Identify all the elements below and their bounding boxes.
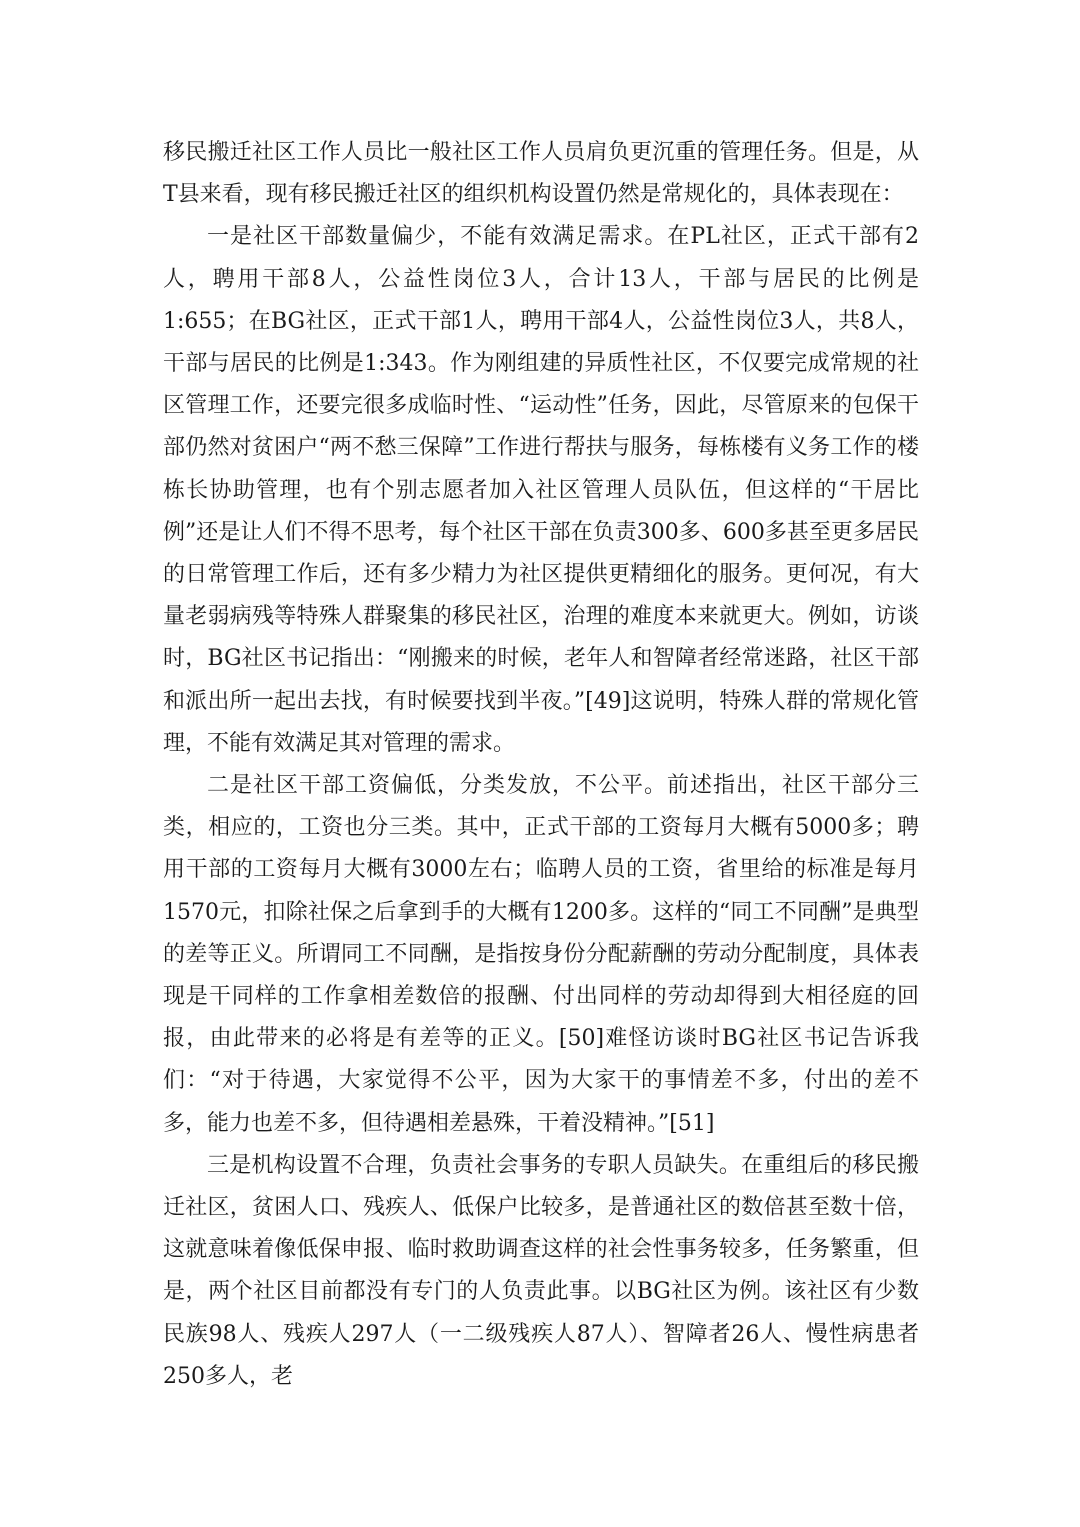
paragraph-intro: 移民搬迁社区工作人员比一般社区工作人员肩负更沉重的管理任务。但是，从T县来看，现有移民搬迁社区的组织机构设置仍然是常规化的，具体表现在： <box>163 140 919 208</box>
paragraph-point-two: 二是社区干部工资偏低，分类发放，不公平。前述指出，社区干部分三类，相应的，工资也分三类。其中，正式干部的工资每月大概有5000多；聘用干部的工资每月大概有3000左右；临聘人员的工资，省里给的标准是每月1570元，扣除社保之后拿到手的大概有1200多。这样的“同工不同酬”是典型的差等正义。所谓同工不同酬，是指按身份分配薪酬的劳动分配制度，具体表现是干同样的工作拿相差数倍的报酬、付出同样的劳动却得到大相径庭的回报，由此带来的必将是有差等的正义。[50]难怪访谈时BG社区书记告诉我们：“对于待遇，大家觉得不公平，因为大家干的事情差不多，付出的差不多，能力也差不多，但待遇相差悬殊，干着没精神。”[51] <box>163 773 919 1136</box>
paragraph-point-one: 一是社区干部数量偏少，不能有效满足需求。在PL社区，正式干部有2人，聘用干部8人，公益性岗位3人，合计13人，干部与居民的比例是1:655；在BG社区，正式干部1人，聘用干部4人，公益性岗位3人，共8人，干部与居民的比例是1:343。作为刚组建的异质性社区，不仅要完成常规的社区管理工作，还要完很多成临时性、“运动性”任务，因此，尽管原来的包保干部仍然对贫困户“两不愁三保障”工作进行帮扶与服务，每栋楼有义务工作的楼栋长协助管理，也有个别志愿者加入社区管理人员队伍，但这样的“干居比例”还是让人们不得不思考，每个社区干部在负责300多、600多甚至更多居民的日常管理工作后，还有多少精力为社区提供更精细化的服务。更何况，有大量老弱病残等特殊人群聚集的移民社区，治理的难度本来就更大。例如，访谈时，BG社区书记指出：“刚搬来的时候，老年人和智障者经常迷路，社区干部和派出所一起出去找，有时候要找到半夜。”[49]这说明，特殊人群的常规化管理，不能有效满足其对管理的需求。 <box>163 224 919 756</box>
paragraph-point-three: 三是机构设置不合理，负责社会事务的专职人员缺失。在重组后的移民搬迁社区，贫困人口、残疾人、低保户比较多，是普通社区的数倍甚至数十倍，这就意味着像低保申报、临时救助调查这样的社会性事务较多，任务繁重，但是，两个社区目前都没有专门的人负责此事。以BG社区为例。该社区有少数民族98人、残疾人297人（一二级残疾人87人）、智障者26人、慢性病患者250多人，老 <box>163 1152 919 1389</box>
document-page <box>163 132 919 1398</box>
